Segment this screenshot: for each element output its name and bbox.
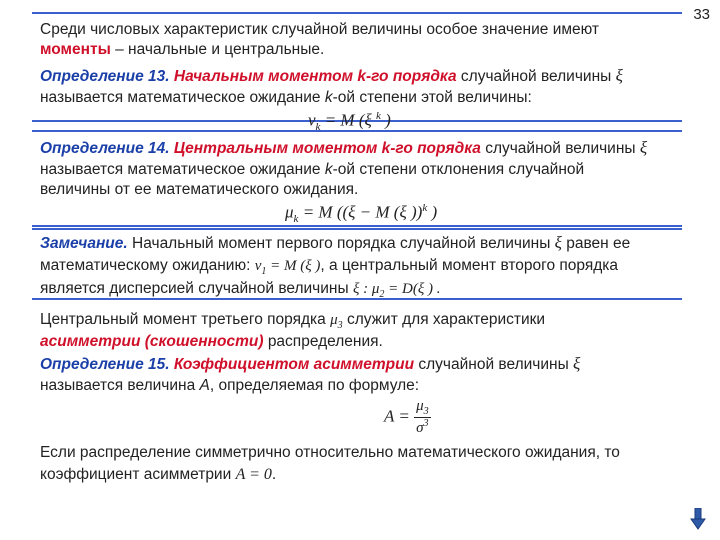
def13-formula: $\nu_k = M$ (ξ $^k$ ) (308, 110, 391, 134)
remark-line2-start: математическому ожиданию: (40, 257, 251, 274)
conclusion-line-2 (40, 465, 690, 485)
asymmetry-term: асимметрии (скошенности) (40, 333, 264, 350)
def13-line-2 (40, 88, 690, 108)
def15-label: Определение 15. (40, 356, 170, 373)
def14-line2-text: называется математическое ожидание (40, 161, 321, 178)
def15-var: ξ (573, 354, 581, 373)
remark-line1-text: Начальный момент первого порядка случайной величины (132, 235, 551, 252)
fraction-denominator: $\sigma^3$ (416, 418, 429, 436)
def14-term: Центральным моментом k-го порядка (173, 140, 481, 157)
remark-line-1 (40, 233, 690, 254)
remark-line-3 (40, 279, 690, 305)
def14-rest: случайной величины (485, 140, 636, 157)
def13-line2-rest: -ой степени этой величины: (332, 89, 532, 106)
remark-label: Замечание. (40, 235, 128, 252)
intro-line-2 (40, 40, 690, 60)
def14-label: Определение 14. (40, 140, 170, 157)
def13-line-1 (40, 66, 690, 87)
moments-term: моменты (40, 41, 111, 58)
def15-line2-text: называется величина (40, 377, 196, 394)
def15-A: A (199, 377, 210, 394)
remark-formula2: ξ : $\mu_2 = D(\xi$ ) . (352, 281, 441, 300)
def14-line-3: величины от ее математического ожидания. (40, 181, 359, 198)
def14-k: k (324, 161, 333, 178)
def13-var: ξ (615, 66, 623, 85)
intro-rest: – начальные и центральные. (115, 41, 325, 58)
conclusion-line2-end: . (271, 466, 277, 483)
intro-line-1 (40, 20, 690, 40)
def15-formula-lhs: A = (384, 406, 410, 426)
def15-line-1 (40, 354, 690, 375)
def13-line2-text: называется математическое ожидание (40, 89, 321, 106)
def14-line-2 (40, 160, 690, 180)
third-line1-end: служит для характеристики (346, 311, 546, 328)
def14-line-1 (40, 138, 690, 159)
third-line2-end: распределения. (267, 333, 383, 350)
remark-var: ξ (554, 233, 562, 252)
def15-formula (384, 398, 431, 437)
def15-fraction (414, 398, 431, 437)
def14-formula: $\mu_k = M$ ((ξ − M (ξ ))$^k$ ) (285, 202, 438, 226)
intro-text: Среди числовых характеристик случайной величины особое значение имеют (40, 21, 600, 38)
def15-term: Коэффициентом асимметрии (173, 356, 415, 373)
def14-line2-rest: -ой степени отклонения случайной (332, 161, 585, 178)
remark-formula1: $\nu_1 = M$ (ξ ) (254, 258, 321, 277)
third-line-2 (40, 332, 690, 352)
remark-line2-end: , а центральный момент второго порядка (320, 257, 619, 274)
def15-line2-rest: , определяемая по формуле: (209, 377, 420, 394)
conclusion-formula: A = 0 (235, 466, 272, 483)
def14-var: ξ (639, 138, 648, 157)
remark-line1-end: равен ее (566, 235, 631, 252)
third-line1-start: Центральный момент третьего порядка (40, 311, 326, 328)
def13-k: k (324, 89, 333, 106)
def13-rest: случайной величины (460, 68, 612, 85)
def13-label: Определение 13. (40, 68, 170, 85)
down-arrow-icon[interactable] (690, 508, 706, 530)
def15-rest: случайной величины (418, 356, 569, 373)
def15-line-2 (40, 376, 690, 396)
third-mu3: $\mu_3$ (330, 312, 343, 331)
fraction-numerator: $\mu_3$ (416, 398, 429, 417)
page-number: 33 (693, 6, 710, 23)
conclusion-line-1: Если распределение симметрично относительно математического ожидания, то (40, 444, 620, 461)
remark-line3-start: является дисперсией случайной величины (40, 280, 349, 297)
def13-term: Начальным моментом k-го порядка (173, 68, 457, 85)
conclusion-line2-start: коэффициент асимметрии (40, 466, 232, 483)
